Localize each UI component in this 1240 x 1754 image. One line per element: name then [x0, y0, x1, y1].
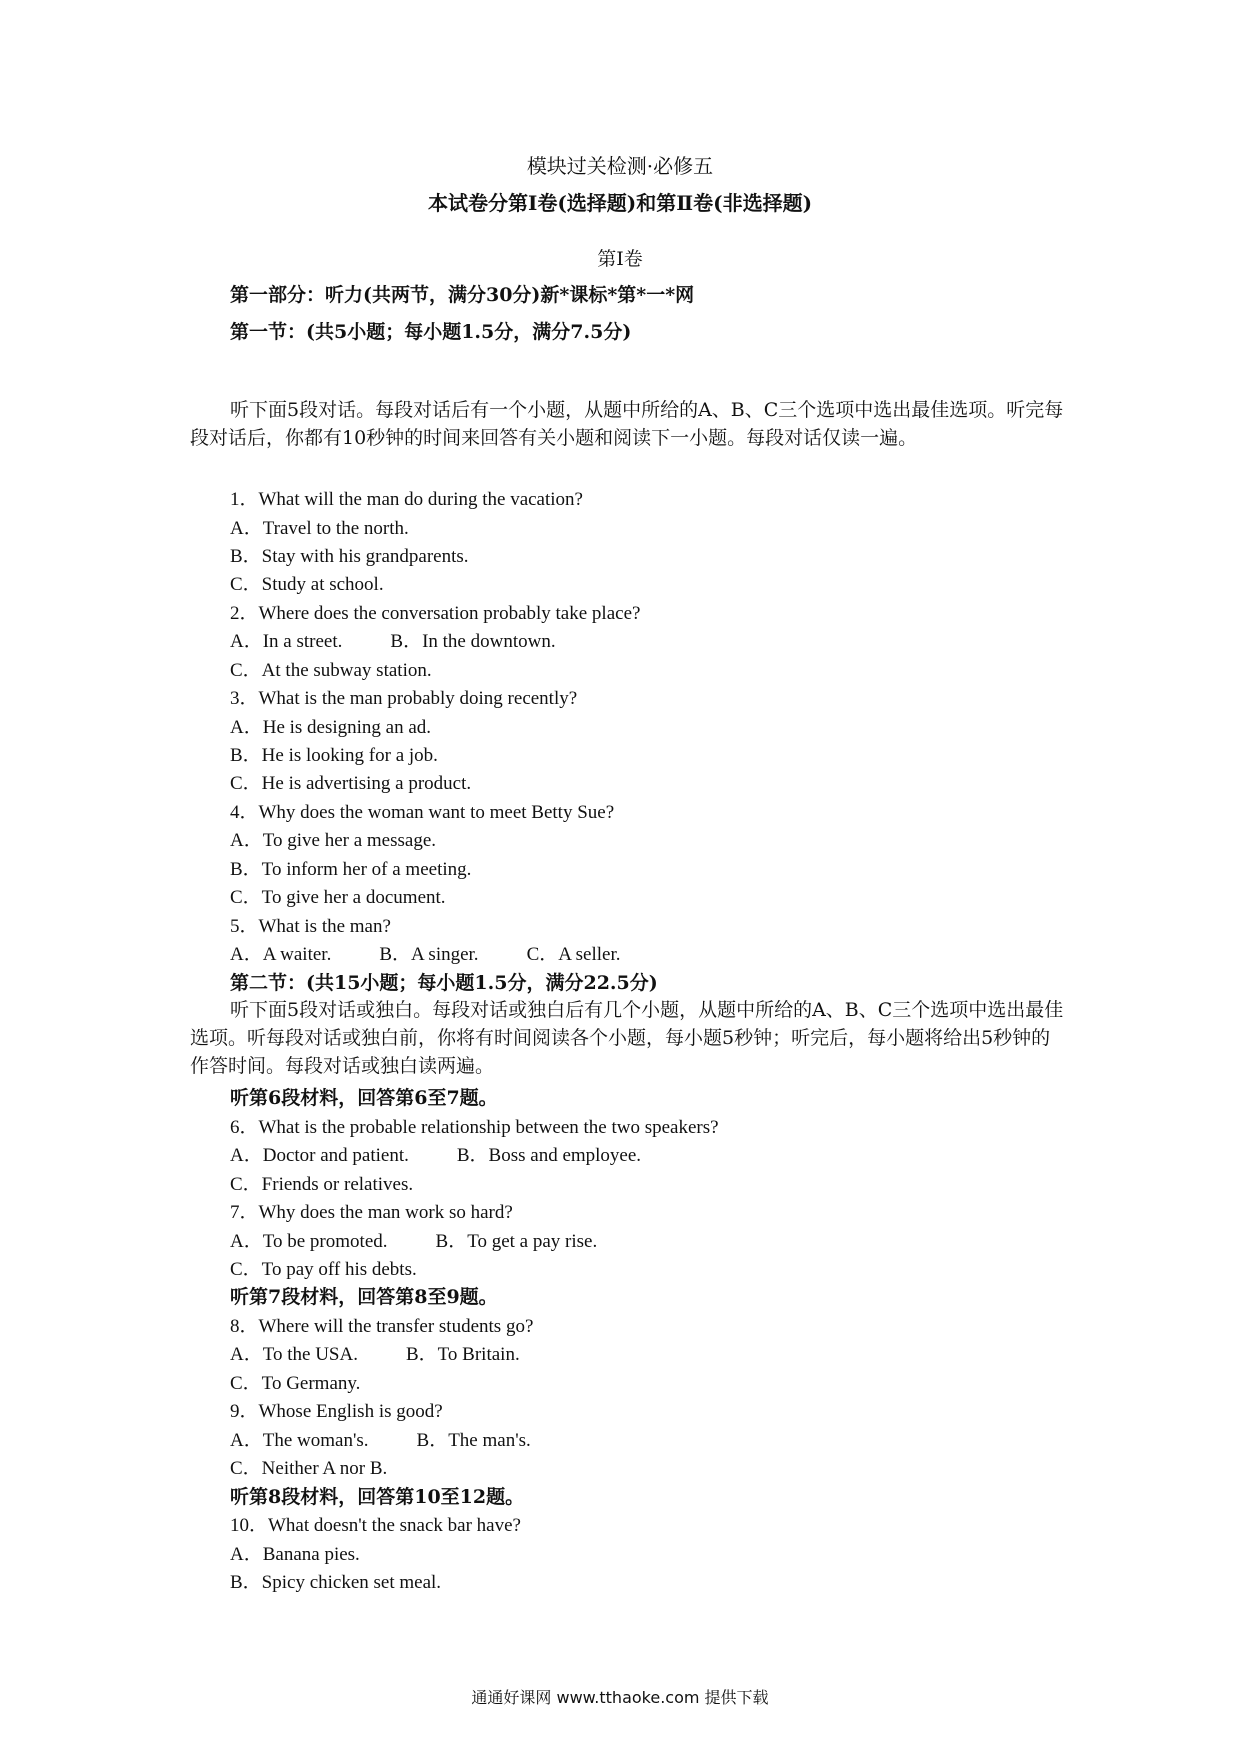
page-subtitle: 本试卷分第Ⅰ卷(选择题)和第Ⅱ卷(非选择题) [427, 191, 813, 215]
question-4-option-a: A．To give her a message. [230, 830, 437, 851]
question-9-option-a: A．The woman's. [230, 1430, 369, 1451]
section1-heading: 第一节：(共5小题；每小题1.5分，满分7.5分) [230, 321, 632, 343]
volume-heading: 第Ⅰ卷 [597, 248, 643, 270]
question-9-stem: 9．Whose English is good? [230, 1401, 443, 1422]
question-3-option-c: C．He is advertising a product. [230, 773, 472, 794]
question-1-option-b: B．Stay with his grandparents. [230, 546, 469, 567]
material-7-heading: 听第7段材料，回答第8至9题。 [230, 1286, 498, 1308]
question-7-option-a: A．To be promoted. [230, 1231, 388, 1252]
page-footer: 通通好课网 www.tthaoke.com 提供下载 [471, 1688, 769, 1707]
question-4-option-b: B．To inform her of a meeting. [230, 859, 472, 880]
question-6-option-a: A．Doctor and patient. [230, 1145, 409, 1166]
question-3-option-a: A．He is designing an ad. [230, 717, 432, 738]
question-5-stem: 5．What is the man? [230, 916, 391, 937]
section1-instructions: 听下面5段对话。每段对话后有一个小题，从题中所给的A、B、C三个选项中选出最佳选项。听完每段对话后，你都有10秒钟的时间来回答有关小题和阅读下一小题。每段对话仅读一遍。 [190, 399, 1064, 449]
question-1-option-a: A．Travel to the north. [230, 518, 409, 539]
question-7-option-b: B．To get a pay rise. [435, 1231, 598, 1252]
section2-instructions: 听下面5段对话或独白。每段对话或独白后有几个小题，从题中所给的A、B、C三个选项中选出最佳选项。听每段对话或独白前，你将有时间阅读各个小题，每小题5秒钟；听完后，每小题将给出5秒钟的作答时间。每段对话或独白读两遍。 [190, 999, 1064, 1077]
question-9-option-c: C．Neither A nor B. [230, 1458, 388, 1479]
question-10-option-a: A．Banana pies. [230, 1544, 360, 1565]
question-8-option-b: B．To Britain. [405, 1344, 520, 1365]
question-8-stem: 8．Where will the transfer students go? [230, 1316, 534, 1337]
question-2-option-c: C．At the subway station. [230, 660, 432, 681]
question-10-stem: 10．What doesn't the snack bar have? [230, 1515, 521, 1536]
question-9-options-row [230, 1425, 531, 1452]
material-6-heading: 听第6段材料，回答第6至7题。 [230, 1087, 498, 1109]
question-2-option-a: A．In a street. [230, 631, 343, 652]
question-2-option-b: B．In the downtown. [390, 631, 556, 652]
question-8-option-a: A．To the USA. [230, 1344, 358, 1365]
question-5-option-a: A．A waiter. [230, 944, 332, 965]
question-7-stem: 7．Why does the man work so hard? [230, 1202, 513, 1223]
question-4-stem: 4．Why does the woman want to meet Betty Sue? [230, 802, 615, 823]
page-title: 模块过关检测·必修五 [526, 154, 714, 178]
question-6-option-b: B．Boss and employee. [456, 1145, 642, 1166]
section2-heading: 第二节：(共15小题；每小题1.5分，满分22.5分) [230, 972, 658, 994]
question-3-option-b: B．He is looking for a job. [230, 745, 438, 766]
material-8-heading: 听第8段材料，回答第10至12题。 [230, 1486, 525, 1508]
question-8-options-row [230, 1339, 520, 1366]
question-8-option-c: C．To Germany. [230, 1373, 361, 1394]
question-9-option-b: B．The man's. [416, 1430, 531, 1451]
question-7-option-c: C．To pay off his debts. [230, 1259, 417, 1280]
question-6-option-c: C．Friends or relatives. [230, 1174, 414, 1195]
question-1-stem: 1．What will the man do during the vacation? [230, 489, 583, 510]
question-1-option-c: C．Study at school. [230, 574, 384, 595]
question-2-stem: 2．Where does the conversation probably take place? [230, 603, 641, 624]
question-5-options-row [230, 939, 621, 966]
question-2-options-row [230, 626, 556, 653]
question-10-option-b: B．Spicy chicken set meal. [230, 1572, 442, 1593]
question-3-stem: 3．What is the man probably doing recently? [230, 688, 578, 709]
question-4-option-c: C．To give her a document. [230, 887, 446, 908]
question-5-option-c: C．A seller. [526, 944, 621, 965]
question-5-option-b: B．A singer. [379, 944, 479, 965]
question-6-stem: 6．What is the probable relationship between the two speakers? [230, 1117, 719, 1138]
question-7-options-row [230, 1226, 597, 1253]
question-6-options-row [230, 1140, 641, 1167]
part1-heading: 第一部分：听力(共两节，满分30分)新*课标*第*一*网 [230, 284, 695, 306]
